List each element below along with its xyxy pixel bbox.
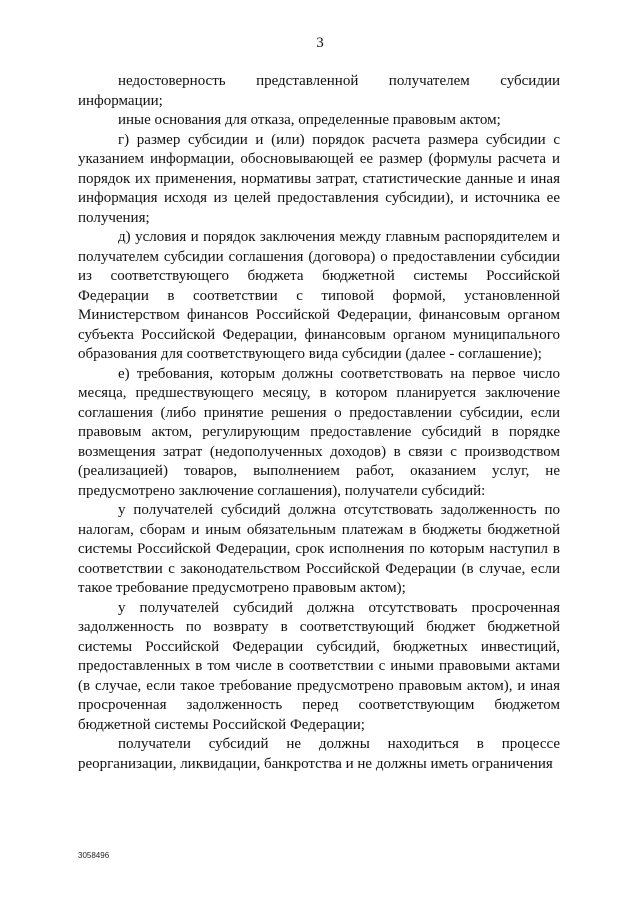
paragraph-unreliable-info: недостоверность представленной получателем субсидии информации; — [78, 73, 560, 109]
paragraph-overdue-debt: у получателей субсидий должна отсутствовать просроченная задолженность по возврату в соответствующий бюджет бюджетной системы Российской Федерации субсидий, бюджетных инвестиций, предоставленных в том числе в соответствии с иными правовыми актами (в случае, если такое требование предусмотрено правовым актом), и иная просроченная задолженность перед соответствующим бюджетом бюджетной системы Российской Федерации; — [78, 599, 560, 733]
paragraph-item-d-agreement-terms: д) условия и порядок заключения между главным распорядителем и получателем субсидии соглашения (договора) о предоставлении субсидии из соответствующего бюджета бюджетной системы Российской Федерации в соответствии с типовой формой, установленной Министерством финансов Российской Федерации, финансовым органом субъекта Российской Федерации, финансовым органом муниципального образования для соответствующего вида субсидии (далее - соглашение); — [78, 229, 560, 362]
paragraph-tax-debt: у получателей субсидий должна отсутствовать задолженность по налогам, сборам и иным обязательным платежам в бюджеты бюджетной системы Российской Федерации, срок исполнения по которым наступил в соответствии с законодательством Российской Федерации (в случае, если такое требование предусмотрено правовым актом); — [78, 502, 560, 596]
page-number: 3 — [316, 35, 324, 51]
paragraph-other-grounds: иные основания для отказа, определенные правовым актом; — [118, 112, 501, 128]
document-code: 3058496 — [78, 851, 110, 860]
paragraph-reorganization: получатели субсидий не должны находиться в процессе реорганизации, ликвидации, банкротства и не должны иметь ограничения — [78, 736, 560, 772]
document-body — [78, 72, 560, 774]
paragraph-item-g-subsidy-amount: г) размер субсидии и (или) порядок расчета размера субсидии с указанием информации, обосновывающей ее размер (формулы расчета и порядок их применения, нормативы затрат, статистические данные и иная информация исходя из целей предоставления субсидии), и источника ее получения; — [78, 131, 560, 226]
paragraph-item-e-requirements: е) требования, которым должны соответствовать на первое число месяца, предшествующего месяцу, в котором планируется заключение соглашения (либо принятие решения о предоставлении субсидии, если правовым актом, регулирующим предоставление субсидий в порядке возмещения затрат (недополученных доходов) в связи с производством (реализацией) товаров, выполнением работ, оказанием услуг, не предусмотрено заключение соглашения), получатели субсидий: — [78, 365, 560, 499]
